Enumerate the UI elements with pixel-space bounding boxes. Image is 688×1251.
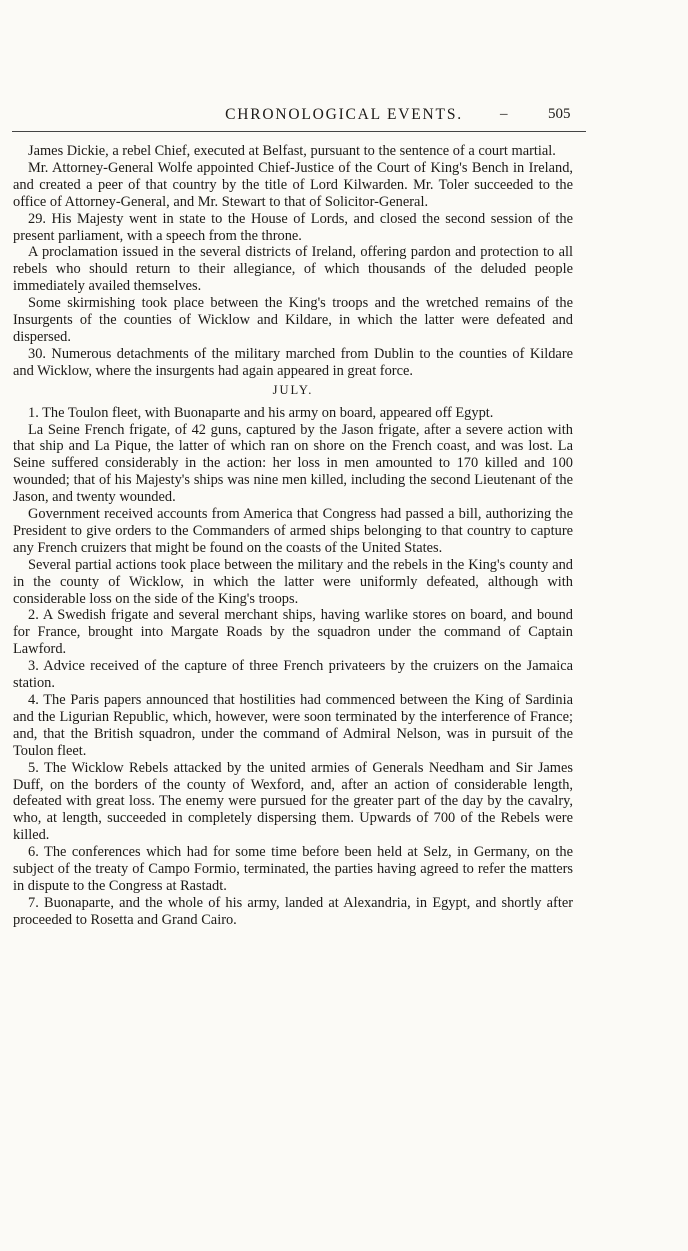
month-heading: JULY. — [272, 382, 314, 397]
paragraph: 7. Buonaparte, and the whole of his army, landed at Alexandria, in Egypt, and shortly after proceeded to Rosetta and Grand Cairo. — [13, 894, 573, 928]
header-dash: – — [500, 106, 508, 122]
paragraph: 30. Numerous detachments of the military marched from Dublin to the counties of Kildare and Wicklow, where the insurgents had again appeared in great force. — [13, 345, 573, 379]
header-rule — [12, 131, 586, 132]
paragraph: A proclamation issued in the several districts of Ireland, offering pardon and protection to all rebels who should return to their allegiance, of which thousands of the deluded people immediately availed themselves. — [13, 244, 573, 295]
paragraph: Several partial actions took place between the military and the rebels in the King's county and in the county of Wicklow, in which the latter were uniformly defeated, although with considerable loss on the side of the King's troops. — [13, 556, 573, 607]
paragraph: 3. Advice received of the capture of three French privateers by the cruizers on the Jamaica station. — [13, 658, 573, 692]
paragraph: James Dickie, a rebel Chief, executed at Belfast, pursuant to the sentence of a court martial. — [28, 143, 556, 159]
paragraph: 6. The conferences which had for some time before been held at Selz, in Germany, on the subject of the treaty of Campo Formio, terminated, the parties having agreed to refer the matters in dispute to the Congress at Rastadt. — [13, 844, 573, 894]
page-title: CHRONOLOGICAL EVENTS. — [225, 106, 463, 123]
running-header — [0, 106, 688, 130]
page-number: 505 — [548, 106, 571, 122]
paragraph: 4. The Paris papers announced that hostilities had commenced between the King of Sardinia and the Ligurian Republic, which, however, were soon terminated by the interference of France; and, that the British squadron, under the command of Admiral Nelson, was in pursuit of the Toulon fleet. — [13, 692, 573, 759]
paragraph: 2. A Swedish frigate and several merchant ships, having warlike stores on board, and bound for France, brought into Margate Roads by the squadron under the command of Captain Lawford. — [13, 607, 573, 658]
paragraph: 5. The Wicklow Rebels attacked by the united armies of Generals Needham and Sir James Duff, on the borders of the county of Wexford, and, after an action of considerable length, defeated with great loss. The enemy were pursued for the greater part of the day by the cavalry, who, at length, succeeded in completely dispersing them. Upwards of 700 of the Rebels were killed. — [13, 759, 573, 844]
page-body — [13, 143, 573, 929]
paragraph: La Seine French frigate, of 42 guns, captured by the Jason frigate, after a severe action with that ship and La Pique, the latter of which ran on shore on the French coast, and was lost. La Seine suffered considerably in the action: her loss in men amounted to 170 killed and 100 wounded; that of his Majesty's ships was nine men killed, including the second Lieutenant of the Jason, and twenty wounded. — [13, 421, 573, 506]
paragraph: 1. The Toulon fleet, with Buonaparte and his army on board, appeared off Egypt. — [28, 404, 494, 421]
paragraph: 29. His Majesty went in state to the House of Lords, and closed the second session of the present parliament, with a speech from the throne. — [13, 210, 573, 244]
paragraph: Mr. Attorney-General Wolfe appointed Chief-Justice of the Court of King's Bench in Ireland, and created a peer of that country by the title of Lord Kilwarden. Mr. Toler succeeded to the office of Attorney-General, and Mr. Stewart to that of Solicitor-General. — [13, 159, 573, 210]
paragraph: Government received accounts from America that Congress had passed a bill, authorizing the President to give orders to the Commanders of armed ships belonging to that country to capture any French cruizers that might be found on the coasts of the United States. — [13, 506, 573, 556]
paragraph: Some skirmishing took place between the King's troops and the wretched remains of the Insurgents of the counties of Wicklow and Kildare, in which the latter were defeated and dispersed. — [13, 295, 573, 345]
